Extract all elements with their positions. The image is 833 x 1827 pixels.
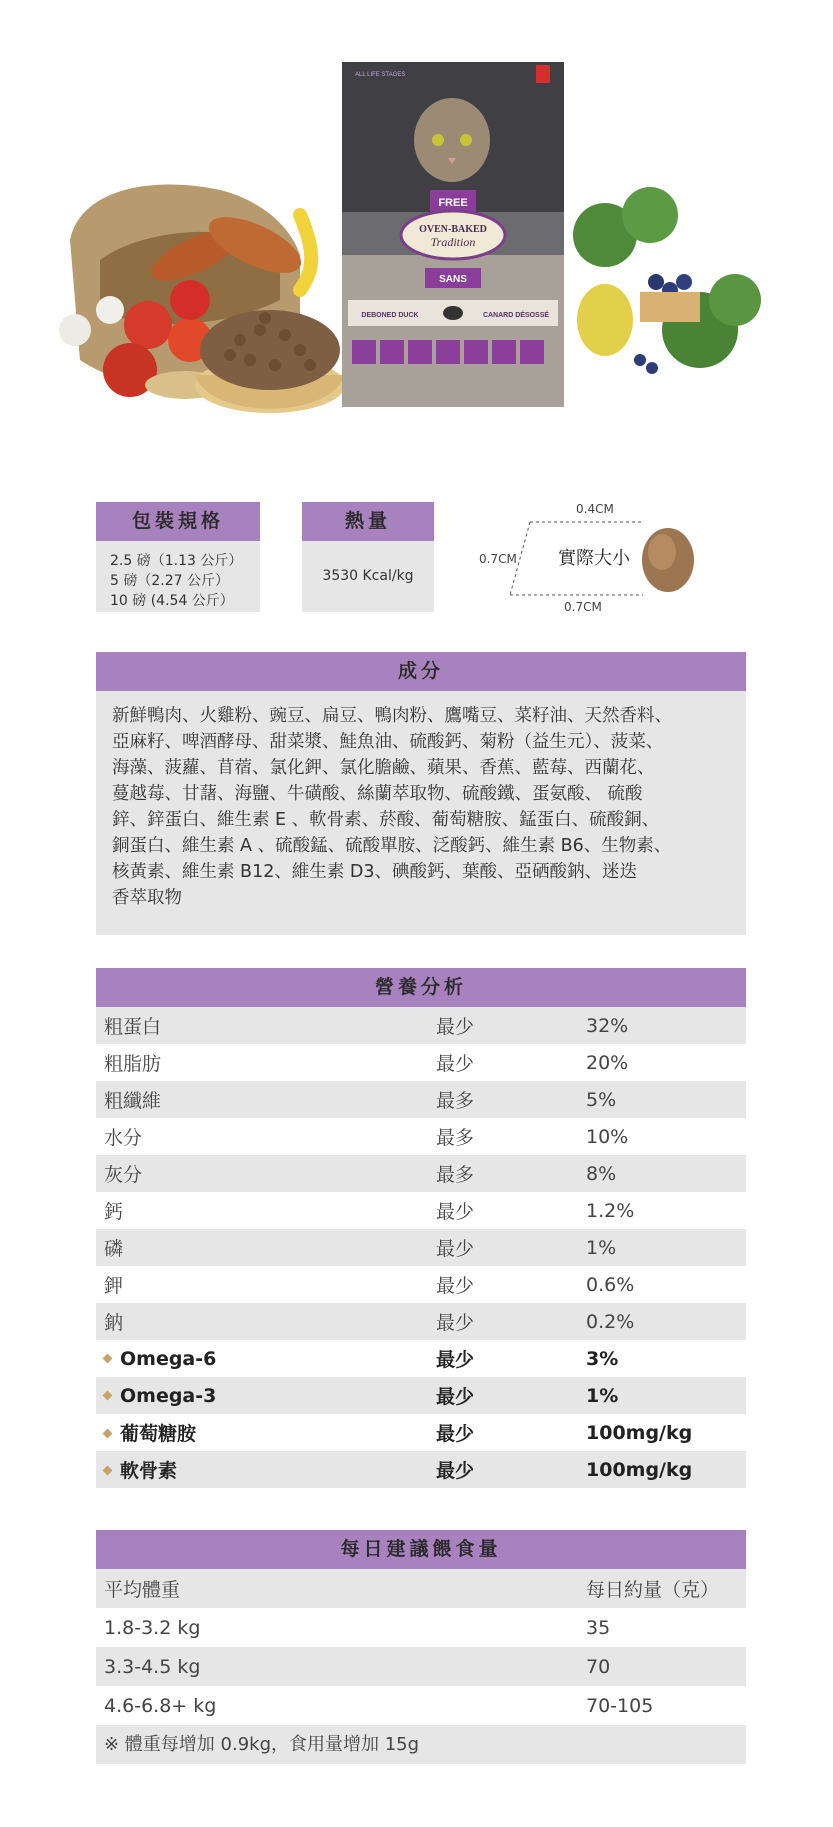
nutrient-qualifier: 最少 <box>436 1312 475 1334</box>
nutrition-row <box>96 1192 746 1229</box>
nutrient-value: 1% <box>586 1236 617 1259</box>
ingredients-line: 銅蛋白、維生素 A 、硫酸錳、硫酸單胺、泛酸鈣、維生素 B6、生物素、 <box>112 836 672 856</box>
nutrient-value: 10% <box>586 1125 629 1148</box>
nutrient-value: 8% <box>586 1162 617 1185</box>
nutrient-value: 1.2% <box>586 1199 635 1222</box>
apple <box>124 301 172 349</box>
nutrient-value: 100mg/kg <box>586 1458 693 1481</box>
feeding-note: ※ 體重每增加 0.9kg，食用量增加 15g <box>96 1725 746 1764</box>
diamond-bullet-icon <box>103 1390 113 1400</box>
bag-top-tag: ALL LIFE STAGES <box>355 72 406 78</box>
kibble-width-label: 0.4CM <box>576 502 614 516</box>
feeding-col-weight: 平均體重 <box>104 1579 181 1601</box>
bag-deboned-duck: DEBONED DUCK <box>361 312 419 319</box>
kibble-size-diagram <box>480 500 720 620</box>
nutrient-name: 軟骨素 <box>120 1460 178 1482</box>
nutrition-row <box>96 1044 746 1081</box>
feeding-amount: 35 <box>586 1616 611 1639</box>
nutrient-name: Omega-3 <box>120 1384 217 1407</box>
nutrition-section <box>96 968 746 1488</box>
nutrient-value: 0.2% <box>586 1310 635 1333</box>
nutrient-name: 鉀 <box>104 1275 124 1297</box>
feeding-header-row <box>96 1569 746 1608</box>
nutrient-value: 20% <box>586 1051 629 1074</box>
nutrient-qualifier: 最少 <box>436 1386 475 1408</box>
nutrition-row <box>96 1081 746 1118</box>
nutrient-qualifier: 最少 <box>436 1053 475 1075</box>
nutrient-name: 灰分 <box>104 1164 143 1186</box>
nutrient-qualifier: 最多 <box>436 1164 475 1186</box>
nutrient-value: 32% <box>586 1014 629 1037</box>
nutrient-name: 鈣 <box>104 1201 124 1223</box>
feeding-amount: 70-105 <box>586 1694 654 1717</box>
nutrient-value: 1% <box>586 1384 619 1407</box>
nutrition-row-highlight <box>96 1451 746 1488</box>
ingredients-line: 亞麻籽、啤酒酵母、甜菜漿、鮭魚油、硫酸鈣、菊粉（益生元）、菠菜、 <box>112 732 664 752</box>
nutrient-qualifier: 最少 <box>436 1238 475 1260</box>
bag-brand-1: OVEN-BAKED <box>419 224 487 235</box>
ingredients-line: 蔓越莓、甘藷、海鹽、牛磺酸、絲蘭萃取物、硫酸鐵、蛋氨酸、 硫酸 <box>112 784 643 804</box>
feeding-section <box>96 1530 746 1764</box>
ingredients-line: 海藻、菠蘿、苜蓿、氯化鉀、氯化膽鹼、蘋果、香蕉、藍莓、西蘭花、 <box>112 758 655 778</box>
nutrition-row-highlight <box>96 1414 746 1451</box>
feeding-col-amount: 每日約量（克） <box>586 1579 720 1601</box>
feeding-amount: 70 <box>586 1655 611 1678</box>
bag-brand-2: Tradition <box>430 235 476 249</box>
ingredients-line: 核黃素、維生素 B12、維生素 D3、碘酸鈣、葉酸、亞硒酸鈉、迷迭 <box>112 862 638 882</box>
nutrient-name: 粗蛋白 <box>104 1016 162 1038</box>
nutrition-row-highlight <box>96 1377 746 1414</box>
bag-sans: SANS <box>439 274 467 285</box>
bag-canard: CANARD DÉSOSSÉ <box>482 312 550 319</box>
nutrition-header: 營養分析 <box>96 968 746 1007</box>
package-size-box <box>96 502 260 612</box>
nutrient-qualifier: 最少 <box>436 1201 475 1223</box>
feeding-weight: 3.3-4.5 kg <box>104 1655 201 1678</box>
nutrition-row <box>96 1155 746 1192</box>
nutrient-name: 粗脂肪 <box>104 1053 162 1075</box>
feeding-row <box>96 1686 746 1725</box>
nutrition-row <box>96 1303 746 1340</box>
feeding-row <box>96 1647 746 1686</box>
bag-badge: FREE <box>438 197 468 209</box>
nutrient-value: 100mg/kg <box>586 1421 693 1444</box>
nutrition-row <box>96 1266 746 1303</box>
nutrient-qualifier: 最多 <box>436 1090 475 1112</box>
package-line: 5 磅（2.27 公斤） <box>110 573 229 589</box>
ingredients-line: 香萃取物 <box>112 888 182 908</box>
garlic <box>59 314 91 346</box>
pear <box>577 284 633 356</box>
feeding-weight: 4.6-6.8+ kg <box>104 1694 217 1717</box>
package-line: 10 磅 (4.54 公斤） <box>110 593 234 609</box>
nutrient-value: 0.6% <box>586 1273 635 1296</box>
nutrient-name: 葡萄糖胺 <box>120 1423 197 1445</box>
product-bag <box>342 62 564 407</box>
nutrient-name: 粗纖維 <box>104 1090 162 1112</box>
nutrient-qualifier: 最少 <box>436 1349 475 1371</box>
nutrient-value: 3% <box>586 1347 619 1370</box>
diamond-bullet-icon <box>103 1466 113 1476</box>
banana <box>300 215 311 290</box>
kibble-height-label: 0.7CM <box>479 552 517 566</box>
nutrition-row <box>96 1118 746 1155</box>
feeding-header: 每日建議餵食量 <box>96 1530 746 1569</box>
calorie-box <box>302 502 434 612</box>
ingredients-section <box>96 652 746 935</box>
nutrient-name: 水分 <box>104 1127 143 1149</box>
ingredients-line: 新鮮鴨肉、火雞粉、豌豆、扁豆、鴨肉粉、鷹嘴豆、菜籽油、天然香料、 <box>112 706 672 726</box>
diamond-bullet-icon <box>103 1429 113 1439</box>
feeding-row <box>96 1608 746 1647</box>
nutrition-row <box>96 1007 746 1044</box>
package-size-header: 包裝規格 <box>96 502 260 541</box>
nutrient-value: 5% <box>586 1088 617 1111</box>
nutrient-name: 磷 <box>104 1238 124 1260</box>
ingredients-text <box>96 691 746 935</box>
kibble-size-title: 實際大小 <box>558 548 630 569</box>
nutrient-qualifier: 最少 <box>436 1460 475 1482</box>
nutrient-name: Omega-6 <box>120 1347 217 1370</box>
nutrient-qualifier: 最少 <box>436 1016 475 1038</box>
kibble-length-label: 0.7CM <box>564 600 602 614</box>
ingredients-header: 成分 <box>96 652 746 691</box>
nutrient-name: 鈉 <box>104 1312 124 1334</box>
feeding-weight: 1.8-3.2 kg <box>104 1616 201 1639</box>
hero-product-image <box>0 0 833 460</box>
nutrition-row-highlight <box>96 1340 746 1377</box>
calorie-value: 3530 Kcal/kg <box>322 568 414 584</box>
package-line: 2.5 磅（1.13 公斤） <box>110 553 243 569</box>
calorie-header: 熱量 <box>302 502 434 541</box>
ingredients-line: 鋅、鋅蛋白、維生素 E 、軟骨素、菸酸、葡萄糖胺、錳蛋白、硫酸銅、 <box>112 810 660 830</box>
nutrient-qualifier: 最少 <box>436 1423 475 1445</box>
nutrient-qualifier: 最多 <box>436 1127 475 1149</box>
diamond-bullet-icon <box>103 1353 113 1363</box>
nutrient-qualifier: 最少 <box>436 1275 475 1297</box>
nutrition-row <box>96 1229 746 1266</box>
